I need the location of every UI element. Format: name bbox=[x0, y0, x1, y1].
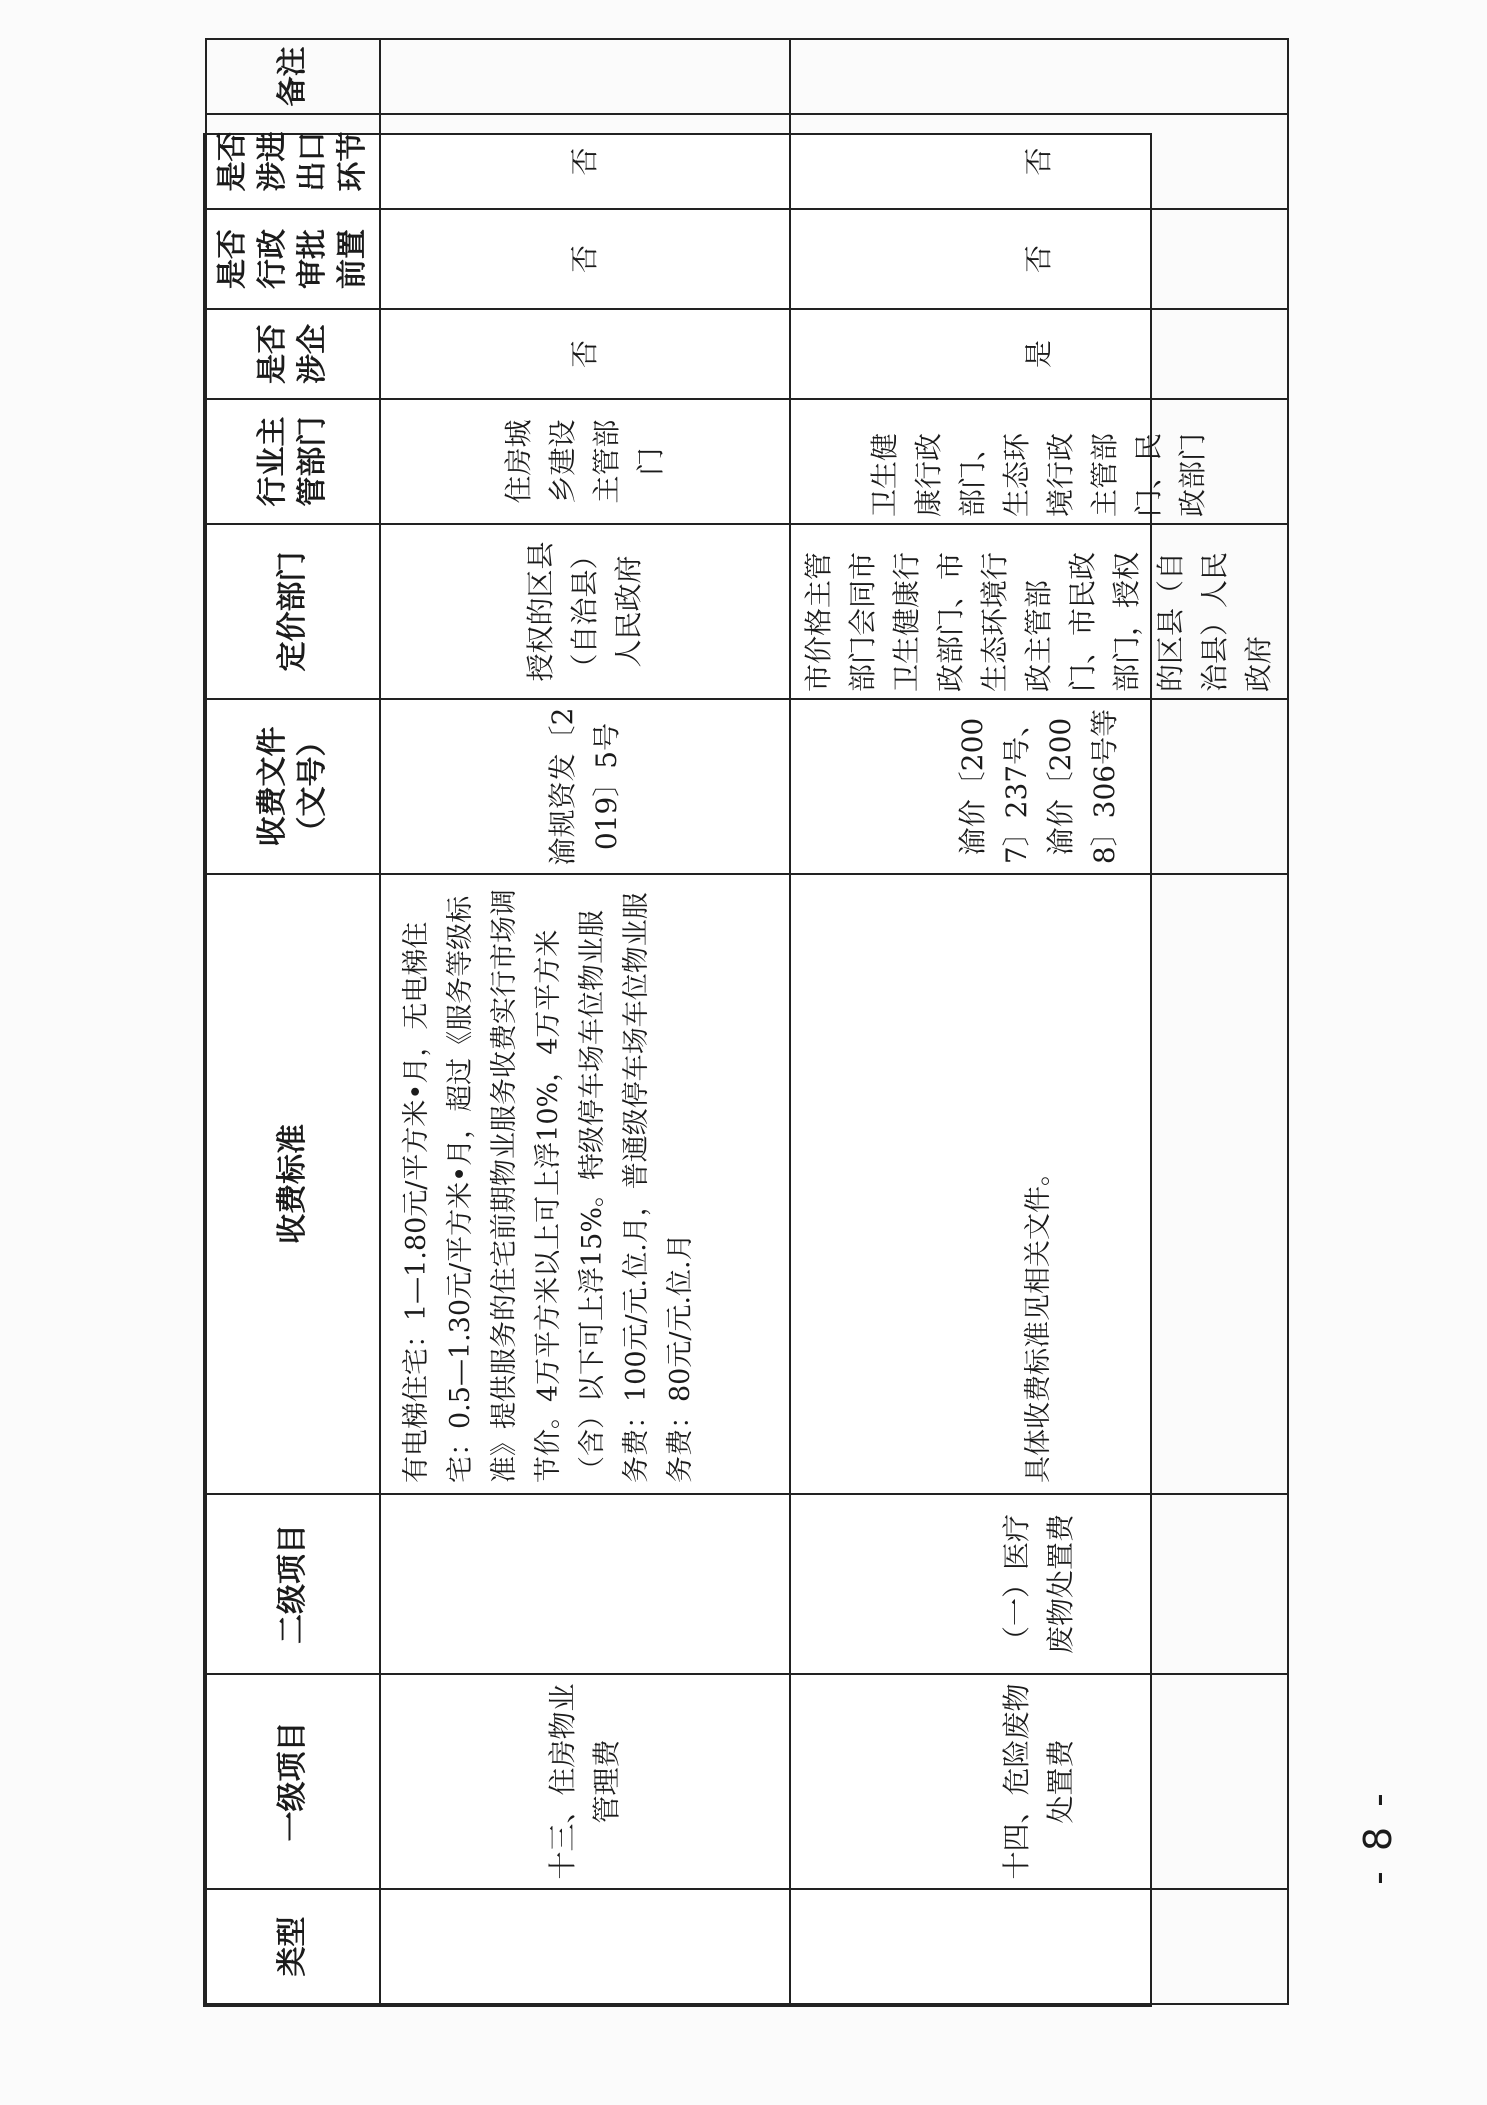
cell-remark bbox=[790, 39, 1288, 114]
cell-import-export: 否 bbox=[790, 114, 1288, 209]
fee-table bbox=[205, 38, 1289, 2005]
header-industry-dept: 行业主管部门 bbox=[206, 399, 380, 524]
header-type: 类型 bbox=[206, 1889, 380, 2004]
cell-standard: 有电梯住宅：1—1.80元/平方米•月，无电梯住宅：0.5—1.30元/平方米•月，超过《服务等级标准》提供服务的住宅前期物业服务收费实行市场调节价。4万平方米以上可上浮10%，4万平方米（含）以下可上浮15%。特级停车场车位物业服务费：100元/元.位.月，普通级停车场车位物业服务费：80元/元.位.月 bbox=[380, 874, 790, 1494]
header-doc: 收费文件（文号） bbox=[206, 699, 380, 874]
header-level2: 二级项目 bbox=[206, 1494, 380, 1674]
cell-remark bbox=[380, 39, 790, 114]
header-row bbox=[206, 39, 380, 2004]
cell-doc: 渝价〔2007〕237号、渝价〔2008〕306号等 bbox=[790, 699, 1288, 874]
header-enterprise: 是否涉企 bbox=[206, 309, 380, 399]
cell-admin-pre: 否 bbox=[380, 209, 790, 309]
cell-type bbox=[380, 1889, 790, 2004]
table-row bbox=[380, 39, 790, 2004]
cell-admin-pre: 否 bbox=[790, 209, 1288, 309]
cell-level1: 十三、住房物业管理费 bbox=[380, 1674, 790, 1889]
cell-pricing-dept: 市价格主管部门会同市卫生健康行政部门、市生态环境行政主管部门、市民政部门，授权的区县（自治县）人民政府 bbox=[790, 524, 1288, 699]
cell-industry-dept: 住房城乡建设主管部门 bbox=[380, 399, 790, 524]
table-sheet bbox=[205, 46, 1275, 2005]
cell-enterprise: 是 bbox=[790, 309, 1288, 399]
cell-standard: 具体收费标准见相关文件。 bbox=[790, 874, 1288, 1494]
header-standard: 收费标准 bbox=[206, 874, 380, 1494]
cell-pricing-dept: 授权的区县（自治县）人民政府 bbox=[380, 524, 790, 699]
cell-level1: 十四、危险废物处置费 bbox=[790, 1674, 1288, 1889]
cell-enterprise: 否 bbox=[380, 309, 790, 399]
cell-level2 bbox=[380, 1494, 790, 1674]
header-import-export: 是否涉进出口环节 bbox=[206, 114, 380, 209]
rotated-table-container bbox=[205, 46, 1275, 2005]
table-row bbox=[790, 39, 1288, 2004]
cell-type bbox=[790, 1889, 1288, 2004]
header-pricing-dept: 定价部门 bbox=[206, 524, 380, 699]
page-number: - 8 - bbox=[1355, 1789, 1400, 1885]
cell-level2: （一）医疗废物处置费 bbox=[790, 1494, 1288, 1674]
header-admin-pre: 是否行政审批前置 bbox=[206, 209, 380, 309]
header-remark: 备注 bbox=[206, 39, 380, 114]
cell-industry-dept: 卫生健康行政部门、生态环境行政主管部门、民政部门 bbox=[790, 399, 1288, 524]
cell-doc: 渝规资发〔2019〕5号 bbox=[380, 699, 790, 874]
cell-import-export: 否 bbox=[380, 114, 790, 209]
header-level1: 一级项目 bbox=[206, 1674, 380, 1889]
